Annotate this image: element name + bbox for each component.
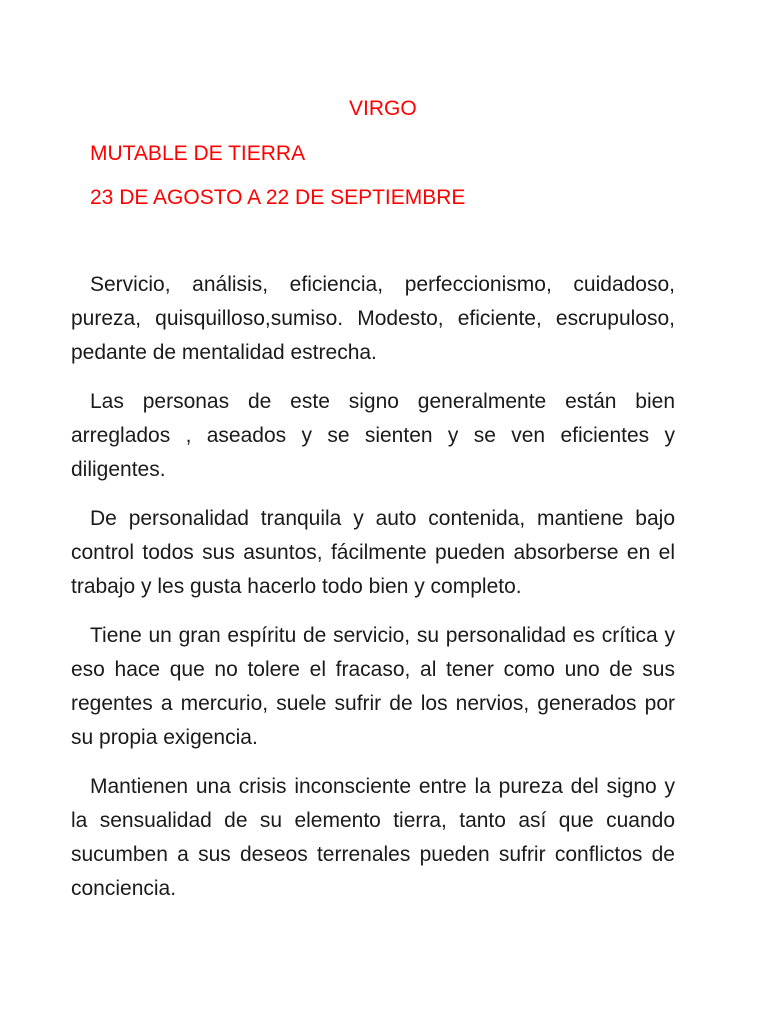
- paragraph-appearance: Las personas de este signo generalmente están bien arreglados , aseados y se sienten y se ven eficientes y diligentes.: [71, 390, 675, 481]
- paragraph-traits: Servicio, análisis, eficiencia, perfeccionismo, cuidadoso, pureza, quisquilloso,sumiso. Modesto, eficiente, escrupuloso, pedante de mentalidad estrecha.: [71, 273, 675, 364]
- sign-mode: MUTABLE DE TIERRA: [90, 142, 306, 165]
- document-body: [71, 268, 675, 921]
- sign-dates: 23 DE AGOSTO A 22 DE SEPTIEMBRE: [90, 186, 466, 209]
- paragraph-personality: De personalidad tranquila y auto contenida, mantiene bajo control todos sus asuntos, fácilmente pueden absorberse en el trabajo y les gusta hacerlo todo bien y completo.: [71, 507, 675, 598]
- sign-title: VIRGO: [349, 97, 417, 120]
- paragraph-service: Tiene un gran espíritu de servicio, su personalidad es crítica y eso hace que no tolere el fracaso, al tener como uno de sus regentes a mercurio, suele sufrir de los nervios, generados por su propia exigencia.: [71, 624, 675, 749]
- paragraph-crisis: Mantienen una crisis inconsciente entre la pureza del signo y la sensualidad de su elemento tierra, tanto así que cuando sucumben a sus deseos terrenales pueden sufrir conflictos de conciencia.: [71, 775, 675, 900]
